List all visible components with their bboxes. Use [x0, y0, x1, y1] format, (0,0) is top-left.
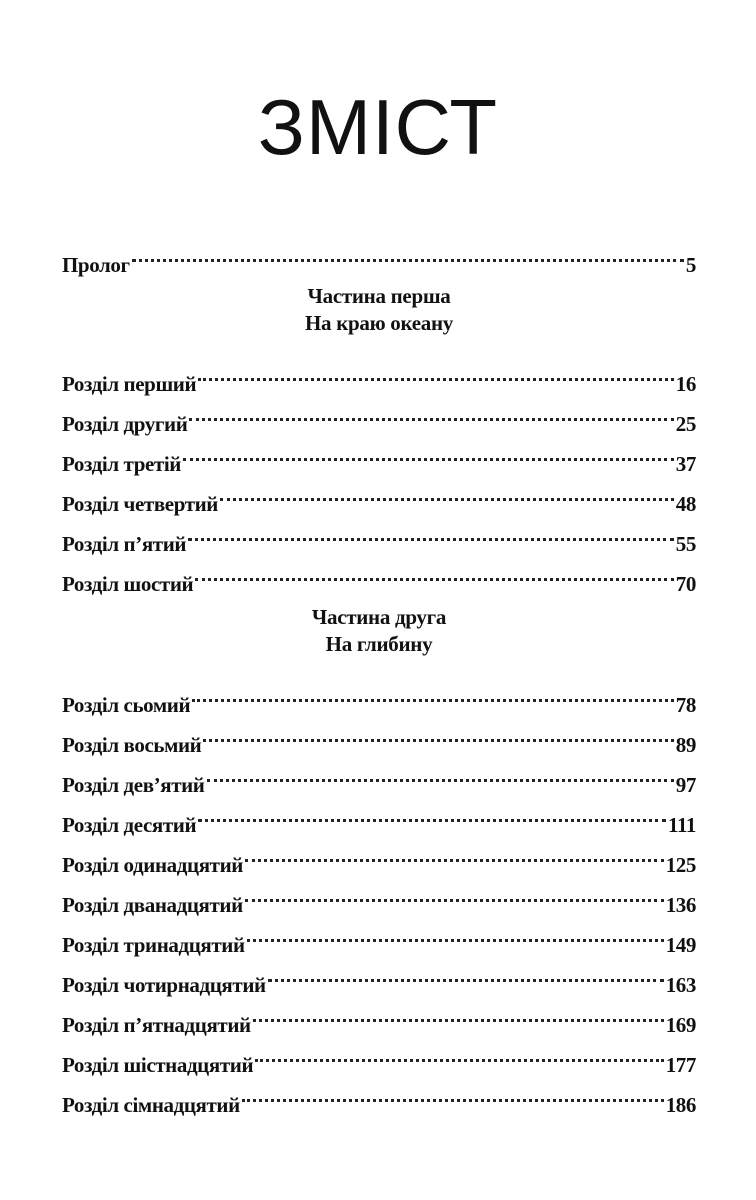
dot-leader — [247, 912, 664, 952]
dot-leader — [132, 232, 684, 272]
toc-entry-label: Розділ третій — [62, 452, 181, 476]
toc-entry-label: Розділ сьомий — [62, 693, 191, 717]
toc-entry-label: Розділ сімнадцятий — [62, 1093, 240, 1117]
dot-leader — [183, 431, 674, 471]
dot-leader — [195, 551, 674, 591]
toc-entry-page: 37 — [675, 452, 696, 476]
toc-entry-page: 48 — [675, 492, 696, 516]
toc-entry-page: 70 — [675, 572, 696, 596]
toc-entry-label: Розділ восьмий — [62, 733, 202, 757]
toc-entry-page: 125 — [665, 853, 696, 877]
toc-entry-label: Розділ тринадцятий — [62, 933, 245, 957]
toc-entry-page: 16 — [675, 372, 696, 396]
dot-leader — [242, 1072, 664, 1112]
toc-entry-prologue[interactable] — [62, 232, 696, 277]
toc-entry[interactable] — [62, 351, 696, 396]
dot-leader — [245, 832, 664, 872]
toc-entry-label: Розділ п’ятнадцятий — [62, 1013, 251, 1037]
toc-entry-label: Розділ четвертий — [62, 492, 219, 516]
toc-entry-label: Розділ дев’ятий — [62, 773, 205, 797]
dot-leader — [245, 872, 664, 912]
toc-entry-page: 89 — [675, 733, 696, 757]
toc-entry-page: 25 — [675, 412, 696, 436]
toc-entry-page: 136 — [665, 893, 696, 917]
toc-entry-page: 78 — [675, 693, 696, 717]
dot-leader — [253, 992, 664, 1032]
toc-entry-label: Розділ другий — [62, 412, 188, 436]
dot-leader — [192, 672, 674, 712]
part-subtitle: На краю океану — [305, 311, 453, 335]
dot-leader — [203, 712, 673, 752]
part-heading-2 — [62, 604, 696, 658]
toc-entry-page: 97 — [675, 773, 696, 797]
table-of-contents — [62, 232, 696, 1117]
toc-entry-page: 55 — [675, 532, 696, 556]
dot-leader — [255, 1032, 664, 1072]
part-subtitle: На глибину — [325, 632, 433, 656]
dot-leader — [207, 752, 674, 792]
dot-leader — [268, 952, 664, 992]
toc-entry-page: 5 — [685, 253, 696, 277]
toc-entry-label: Розділ одинадцятий — [62, 853, 243, 877]
dot-leader — [198, 351, 674, 391]
toc-entry-page: 149 — [665, 933, 696, 957]
page-title: ЗМІСТ — [257, 83, 499, 171]
toc-entry-page: 186 — [665, 1093, 696, 1117]
part-title: Частина друга — [311, 605, 447, 629]
toc-entry-label: Розділ дванадцятий — [62, 893, 243, 917]
toc-entry-label: Розділ десятий — [62, 813, 197, 837]
part-heading-1 — [62, 283, 696, 337]
toc-entry-page: 111 — [668, 813, 696, 837]
toc-entry-page: 169 — [665, 1013, 696, 1037]
dot-leader — [189, 391, 673, 431]
toc-entry-label: Розділ чотирнадцятий — [62, 973, 266, 997]
toc-entry-page: 177 — [665, 1053, 696, 1077]
toc-entry-label: Пролог — [62, 253, 130, 277]
toc-entry-label: Розділ перший — [62, 372, 197, 396]
toc-entry-label: Розділ шістнадцятий — [62, 1053, 254, 1077]
toc-entry-label: Розділ п’ятий — [62, 532, 187, 556]
toc-entry-label: Розділ шостий — [62, 572, 194, 596]
dot-leader — [198, 792, 666, 832]
dot-leader — [188, 511, 674, 551]
toc-entry-page: 163 — [665, 973, 696, 997]
part-title: Частина перша — [307, 284, 451, 308]
dot-leader — [220, 471, 674, 511]
toc-entry[interactable] — [62, 672, 696, 717]
